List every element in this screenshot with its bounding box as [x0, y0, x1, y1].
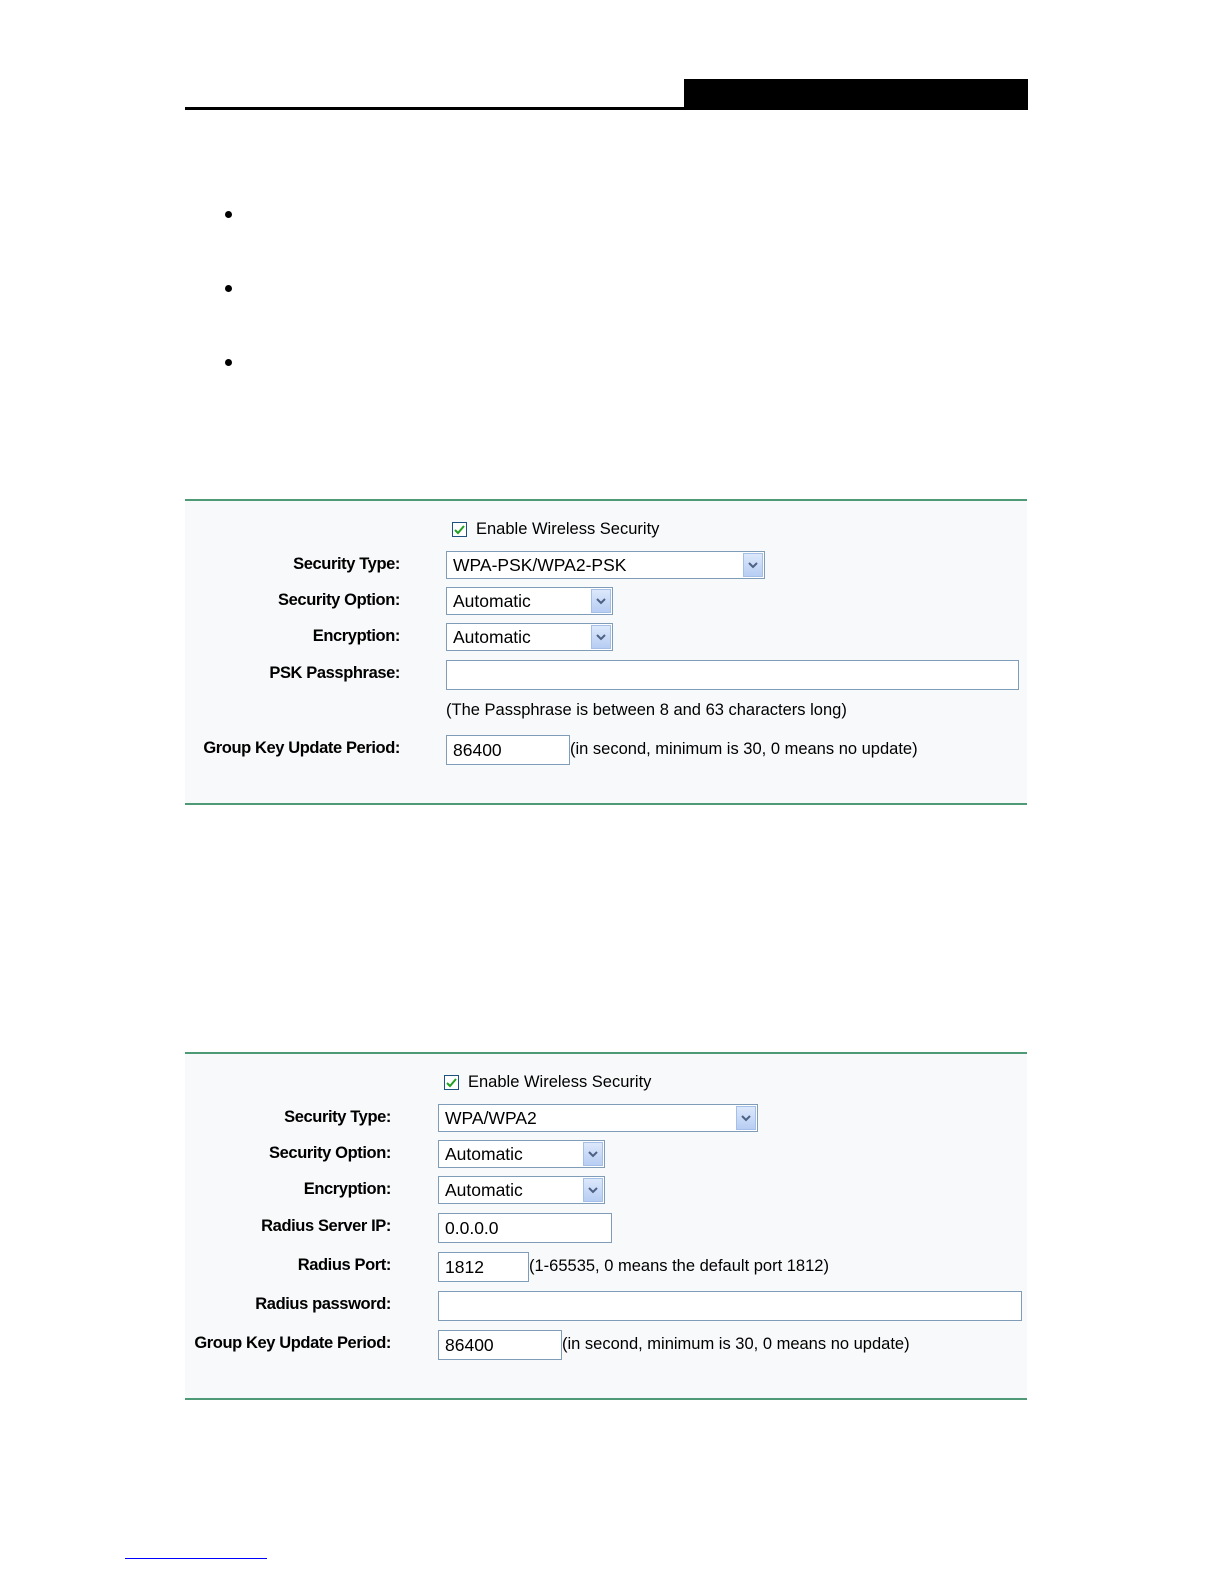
security-type-label: Security Type: — [284, 1108, 391, 1126]
radius-port-label: Radius Port: — [297, 1256, 391, 1274]
group-key-update-period-hint: (in second, minimum is 30, 0 means no update) — [562, 1335, 910, 1353]
group-key-update-period-hint: (in second, minimum is 30, 0 means no update) — [570, 740, 918, 758]
wpa-psk-settings-panel — [185, 499, 1027, 805]
radius-server-ip-label: Radius Server IP: — [261, 1217, 391, 1235]
enable-wireless-security-row[interactable] — [444, 1073, 651, 1092]
enable-wireless-security-checkbox[interactable] — [452, 522, 467, 537]
radius-server-ip-input[interactable]: 0.0.0.0 — [438, 1213, 612, 1243]
enable-wireless-security-row[interactable] — [452, 520, 659, 539]
wpa-enterprise-settings-panel — [185, 1052, 1027, 1400]
psk-passphrase-input[interactable] — [446, 660, 1019, 690]
chevron-down-icon[interactable] — [583, 1142, 603, 1166]
group-key-update-period-input[interactable]: 86400 — [438, 1330, 562, 1360]
security-option-label: Security Option: — [269, 1144, 391, 1162]
header-block — [684, 79, 1028, 110]
chevron-down-icon[interactable] — [743, 553, 763, 577]
radius-password-input[interactable] — [438, 1291, 1022, 1321]
enable-wireless-security-checkbox[interactable] — [444, 1075, 459, 1090]
security-type-label: Security Type: — [293, 555, 400, 573]
bullet-3 — [225, 359, 232, 366]
psk-passphrase-hint: (The Passphrase is between 8 and 63 characters long) — [446, 701, 847, 719]
encryption-label: Encryption: — [312, 627, 400, 645]
enable-wireless-security-label: Enable Wireless Security — [476, 520, 660, 538]
chevron-down-icon[interactable] — [591, 589, 611, 613]
group-key-update-period-label: Group Key Update Period: — [194, 1334, 391, 1352]
radius-port-input[interactable]: 1812 — [438, 1252, 529, 1282]
radius-port-hint: (1-65535, 0 means the default port 1812) — [529, 1257, 829, 1275]
psk-passphrase-label: PSK Passphrase: — [269, 664, 400, 682]
chevron-down-icon[interactable] — [591, 625, 611, 649]
encryption-value: Automatic — [453, 627, 531, 647]
security-option-select[interactable] — [446, 587, 613, 615]
security-type-select[interactable] — [438, 1104, 758, 1132]
bullet-2 — [225, 285, 232, 292]
encryption-select[interactable] — [446, 623, 613, 651]
encryption-select[interactable] — [438, 1176, 605, 1204]
bullet-1 — [225, 211, 232, 218]
security-option-value: Automatic — [445, 1144, 523, 1164]
security-option-value: Automatic — [453, 591, 531, 611]
security-type-value: WPA-PSK/WPA2-PSK — [453, 555, 627, 575]
security-type-select[interactable] — [446, 551, 765, 579]
encryption-value: Automatic — [445, 1180, 523, 1200]
group-key-update-period-input[interactable]: 86400 — [446, 735, 570, 765]
checkmark-icon — [454, 525, 465, 535]
security-type-value: WPA/WPA2 — [445, 1108, 537, 1128]
security-option-select[interactable] — [438, 1140, 605, 1168]
group-key-update-period-label: Group Key Update Period: — [203, 739, 400, 757]
enable-wireless-security-label: Enable Wireless Security — [468, 1073, 652, 1091]
chevron-down-icon[interactable] — [583, 1178, 603, 1202]
checkmark-icon — [446, 1078, 457, 1088]
footer-link-underline[interactable] — [125, 1558, 267, 1559]
chevron-down-icon[interactable] — [736, 1106, 756, 1130]
security-option-label: Security Option: — [278, 591, 400, 609]
radius-password-label: Radius password: — [255, 1295, 391, 1313]
encryption-label: Encryption: — [303, 1180, 391, 1198]
